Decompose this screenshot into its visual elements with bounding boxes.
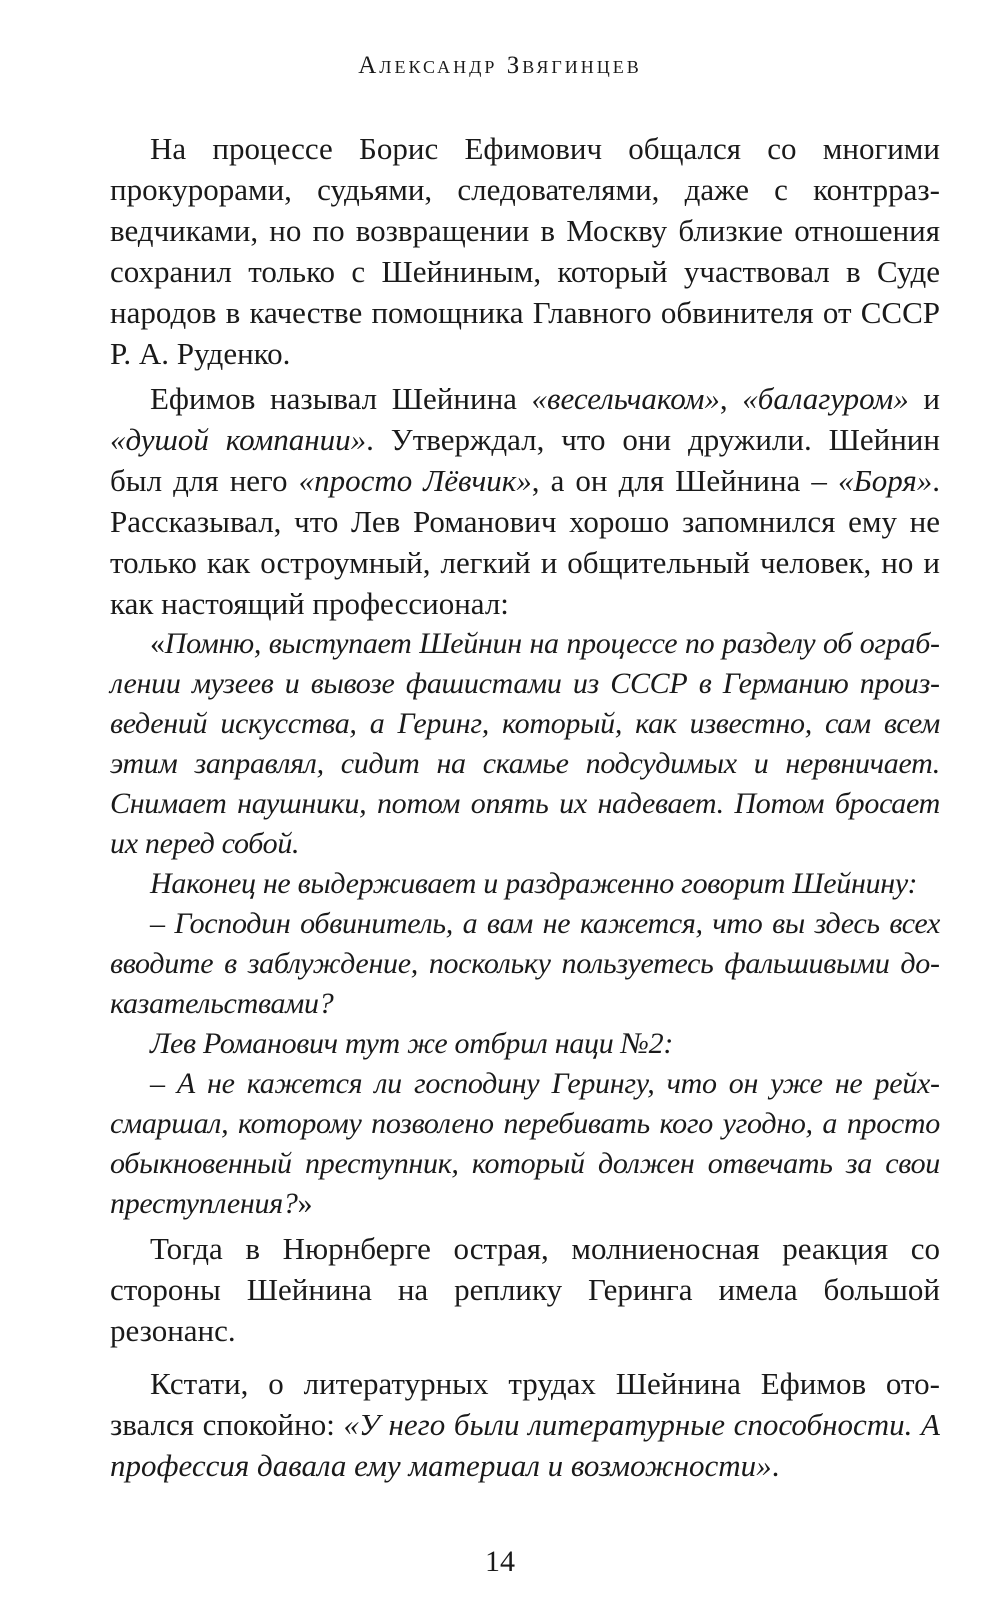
page-number: 14 — [485, 1545, 515, 1578]
paragraph-4 — [110, 1363, 940, 1486]
quote-paragraph-1-text: Помню, выступает Шейнин на процессе по разделу об ограблении музеев и вывозе фашистами из СССР в Германию произведений искусства, а Геринг, который, как известно, сам всем этим заправлял, сидит на скамье подсудимых и нервничает. Снимает наушники, потом опять их надевает. Потом бросает их перед собой. — [110, 627, 940, 860]
quote-paragraph-5 — [110, 1064, 940, 1224]
paragraph-2-text-c: и — [908, 381, 940, 416]
paragraph-3: Тогда в Нюрнберге острая, молниеносная реакция со стороны Шейнина на реплику Геринга имела большой резонанс. — [110, 1231, 940, 1348]
quote-vesel-chak: «весельчаком» — [531, 381, 720, 416]
paragraph-4-text-a: Кстати, о литературных трудах Шейнина Ефимов отозвался спокойно: — [110, 1366, 940, 1442]
quote-dusha-kompanii: «душой компании» — [110, 422, 367, 457]
paragraph-4-text-b: . — [771, 1448, 780, 1483]
paragraph-2-text-d: . Утверждал, что они дружили. Шейнин был для него — [110, 422, 940, 498]
quote-close-mark: » — [297, 1187, 313, 1220]
quote-paragraph-5-text: – А не кажется ли господину Герингу, что он уже не рейхсмаршал, которому позволено перебивать кого угодно, а просто обыкновенный преступник, который должен отвечать за свои преступления? — [110, 1067, 940, 1220]
paragraph-2-text-f: . Рассказывал, что Лев Романович хорошо запомнился ему не только как остроумный, легкий и общительный человек, но и как настоящий профессионал: — [110, 463, 940, 621]
paragraph-2-text-b: , — [719, 381, 743, 416]
quote-open-mark: « — [150, 627, 165, 660]
quote-levchik: «просто Лёвчик» — [298, 463, 532, 498]
text-block — [110, 128, 940, 1486]
quote-paragraph-3: – Господин обвинитель, а вам не кажется, что вы здесь всех вводите в заблуждение, поскольку пользуетесь фальшивыми доказательствами? — [110, 907, 940, 1020]
quote-paragraph-2: Наконец не выдерживает и раздраженно говорит Шейнину: — [150, 867, 918, 900]
paragraph-2-text-e: , а он для Шейнина – — [531, 463, 838, 498]
running-head-author: Александр Звягинцев — [358, 52, 642, 79]
quote-paragraph-1 — [110, 624, 940, 864]
quote-literary-abilities: «У него были литературные способности. А профессия давала ему материал и возможности» — [110, 1407, 940, 1483]
quote-borya: «Боря» — [837, 463, 933, 498]
paragraph-1: На процессе Борис Ефимович общался со многими прокурорами, судьями, следователями, даже с контрразведчиками, но по возвращении в Москву близкие отношения сохранил только с Шейниным, который участвовал в Суде народов в качестве помощника Главного обвинителя от СССР Р. А. Руденко. — [110, 131, 940, 371]
quote-balagur: «балагуром» — [742, 381, 909, 416]
paragraph-2 — [110, 378, 940, 624]
quote-paragraph-4: Лев Романович тут же отбрил наци №2: — [150, 1027, 674, 1060]
paragraph-2-text-a: Ефимов называл Шейнина — [150, 381, 532, 416]
